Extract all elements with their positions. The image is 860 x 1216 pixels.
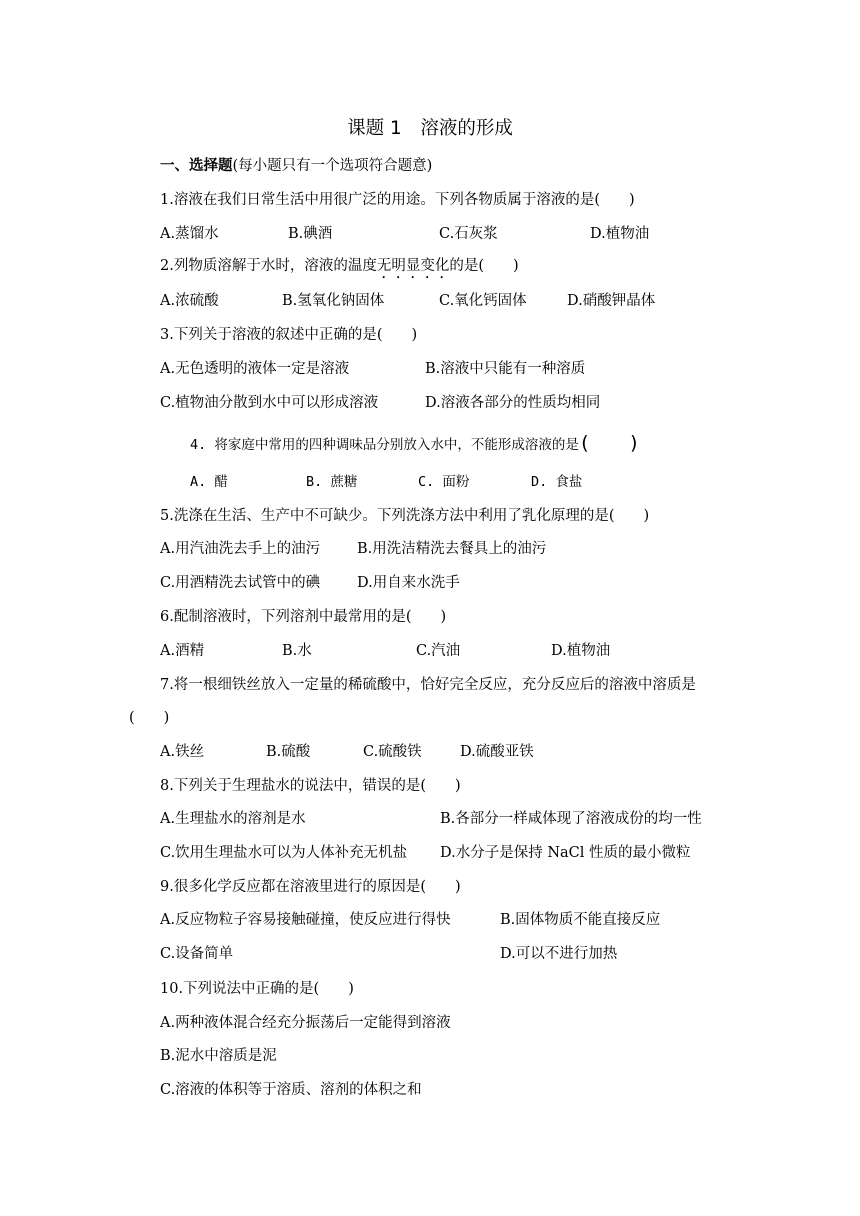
q2-text-pre: 2.列物质溶解于水时，溶液的温度 [160, 258, 377, 274]
q6-option-a: A.酒精 [160, 643, 205, 659]
q10-option-a: A.两种液体混合经充分振荡后一定能得到溶液 [160, 1015, 451, 1031]
q7-option-c: C.硫酸铁 [363, 744, 422, 760]
question-1: 1.溶液在我们日常生活中用很广泛的用途。下列各物质属于溶液的是( ) [160, 192, 635, 208]
q8-option-c: C.饮用生理盐水可以为人体补充无机盐 [160, 845, 408, 861]
question-8: 8.下列关于生理盐水的说法中，错误的是( ) [160, 778, 461, 794]
q3-option-a: A.无色透明的液体一定是溶液 [160, 361, 350, 377]
q3-option-d: D.溶液各部分的性质均相同 [425, 395, 601, 411]
question-9: 9.很多化学反应都在溶液里进行的原因是( ) [160, 879, 461, 895]
q2-option-b: B.氢氧化钠固体 [282, 293, 385, 309]
q9-option-b: B.固体物质不能直接反应 [500, 912, 661, 928]
q7-option-b: B.硫酸 [266, 744, 311, 760]
q3-option-c: C.植物油分散到水中可以形成溶液 [160, 395, 379, 411]
section-note: (每小题只有一个选项符合题意) [232, 158, 433, 174]
q9-option-a: A.反应物粒子容易接触碰撞，使反应进行得快 [160, 912, 451, 928]
q3-option-b: B.溶液中只能有一种溶质 [425, 361, 586, 377]
q8-option-b: B.各部分一样咸体现了溶液成份的均一性 [440, 811, 702, 827]
q10-option-c: C.溶液的体积等于溶质、溶剂的体积之和 [160, 1082, 422, 1098]
page-title: 课题 1 溶液的形成 [347, 118, 513, 139]
q4-option-c: C. 面粉 [418, 474, 470, 490]
q1-option-a: A.蒸馏水 [160, 226, 219, 242]
q7-answer-paren: ( ) [129, 710, 170, 726]
q4-answer-paren: ( ) [578, 432, 640, 454]
q1-option-b: B.碘酒 [288, 226, 333, 242]
q4-option-a: A. 醋 [190, 474, 228, 490]
q5-option-b: B.用洗洁精洗去餐具上的油污 [357, 541, 547, 557]
q2-emphasis: 无明显变化 [376, 258, 450, 274]
section-label: 一、选择题 [160, 158, 233, 174]
question-2 [160, 256, 519, 282]
q8-option-a: A.生理盐水的溶剂是水 [160, 811, 306, 827]
q4-text: 4. 将家庭中常用的四种调味品分别放入水中，不能形成溶液的是 [190, 437, 579, 453]
q9-option-c: C.设备简单 [160, 946, 234, 962]
q5-option-a: A.用汽油洗去手上的油污 [160, 541, 321, 557]
section-heading [160, 156, 432, 176]
q6-option-c: C.汽油 [416, 643, 461, 659]
q9-option-d: D.可以不进行加热 [500, 946, 618, 962]
question-7: 7.将一根细铁丝放入一定量的稀硫酸中，恰好完全反应，充分反应后的溶液中溶质是 [160, 677, 696, 693]
q6-option-b: B.水 [282, 643, 312, 659]
q5-option-d: D.用自来水洗手 [357, 575, 460, 591]
q2-option-a: A.浓硫酸 [160, 293, 219, 309]
q1-option-c: C.石灰浆 [439, 226, 498, 242]
question-3: 3.下列关于溶液的叙述中正确的是( ) [160, 327, 418, 343]
question-6: 6.配制溶液时，下列溶剂中最常用的是( ) [160, 609, 447, 625]
q4-option-b: B. 蔗糖 [306, 474, 358, 490]
q8-option-d: D.水分子是保持 NaCl 性质的最小微粒 [440, 845, 691, 861]
q7-option-a: A.铁丝 [160, 744, 205, 760]
q2-text-post: 的是( ) [449, 258, 519, 274]
q6-option-d: D.植物油 [551, 643, 611, 659]
question-5: 5.洗涤在生活、生产中不可缺少。下列洗涤方法中利用了乳化原理的是( ) [160, 508, 650, 524]
q1-option-d: D.植物油 [590, 226, 650, 242]
q2-option-c: C.氧化钙固体 [439, 293, 527, 309]
q2-option-d: D.硝酸钾晶体 [567, 293, 656, 309]
q4-option-d: D. 食盐 [531, 474, 583, 490]
q7-option-d: D.硫酸亚铁 [460, 744, 534, 760]
question-4 [190, 433, 640, 455]
question-10: 10.下列说法中正确的是( ) [160, 981, 354, 997]
q5-option-c: C.用酒精洗去试管中的碘 [160, 575, 321, 591]
q10-option-b: B.泥水中溶质是泥 [160, 1048, 277, 1064]
